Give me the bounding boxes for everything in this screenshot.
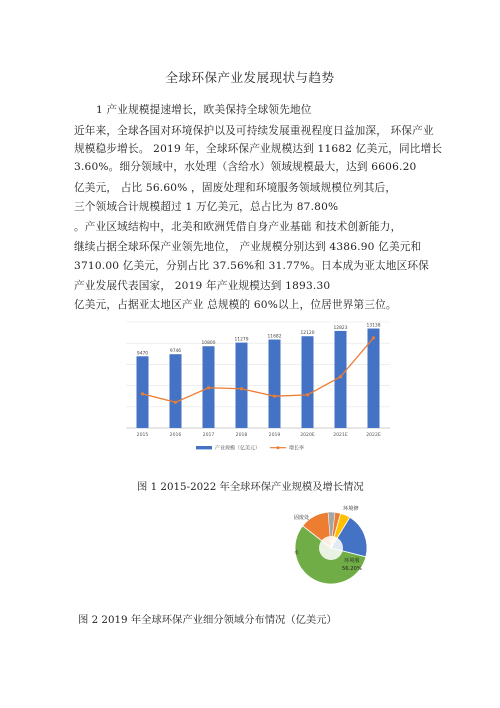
pie-data-label: 固废处 <box>294 515 310 521</box>
growth-rate-point <box>240 387 243 390</box>
bar-line-chart <box>118 316 398 460</box>
bar-value-label: 9470 <box>136 351 149 357</box>
growth-rate-point <box>141 392 144 395</box>
bar-value-label: 10800 <box>201 341 216 347</box>
document-title: 全球环保产业发展现状与趋势 <box>165 70 335 85</box>
x-tick-label: 2022E <box>366 433 381 438</box>
figure2-caption: 图 2 2019 年全球环保产业细分领域分布情况（亿美元） <box>78 614 337 626</box>
bar-value-label: 12120 <box>300 331 315 337</box>
paragraph-line: 继续占据全球环保产业领先地位， 产业规模分别达到 4386.90 亿美元和 <box>74 241 422 253</box>
bar <box>170 354 182 428</box>
x-tick-label: 2018 <box>235 433 248 438</box>
x-tick-label: 2016 <box>169 433 182 438</box>
bar <box>269 340 281 428</box>
legend-marker-line <box>277 446 280 449</box>
paragraph-line: 亿美元， 占比 56.60% ，固废处理和环境服务领域规模位列其后， <box>74 182 397 194</box>
legend-swatch-bars <box>196 446 212 449</box>
bar <box>137 356 149 428</box>
paragraph-line: 规模稳步增长。 2019 年，全球环保产业规模达到 11682 亿美元，同比增长 <box>74 143 443 155</box>
pie-data-label: 环境服 <box>344 558 360 564</box>
growth-rate-point <box>372 336 375 339</box>
x-tick-label: 2021E <box>333 433 348 438</box>
paragraph-line: 3.60%。细分领域中，水处理（含给水）领域规模最大，达到 6606.20 <box>74 161 417 173</box>
growth-rate-point <box>207 386 210 389</box>
section-heading: 1 产业规模提速增长，欧美保持全球领先地位 <box>96 104 312 116</box>
legend-label-bars: 产业规模（亿美元） <box>215 445 261 452</box>
pie-data-label: 水 <box>294 550 300 556</box>
paragraph-line: 产业发展代表国家， 2019 年产业规模达到 1893.30 <box>74 280 331 292</box>
bar <box>302 336 314 428</box>
bar-value-label: 11682 <box>267 334 282 340</box>
bar-value-label: 13138 <box>366 323 381 329</box>
pie-data-label: 环境修 <box>343 506 359 512</box>
pie-center <box>319 536 343 560</box>
paragraph-line: 近年来，全球各国对环境保护以及可持续发展重视程度日益加深， 环保产业 <box>74 125 434 137</box>
x-tick-label: 2020E <box>300 433 315 438</box>
pie-data-label: 56.20% <box>342 566 362 572</box>
paragraph-line: 亿美元，占据亚太地区产业 总规模的 60%以上，位居世界第三位。 <box>74 299 397 311</box>
bar-value-label: 9746 <box>169 349 182 355</box>
growth-rate-point <box>174 401 177 404</box>
pie-chart <box>286 500 376 592</box>
paragraph-line: 3710.00 亿美元，分别占比 37.56%和 31.77%。日本成为亚太地区环保 <box>74 260 429 272</box>
paragraph-line: 三个领域合计规模超过 1 万亿美元，总占比为 87.80% <box>74 201 339 213</box>
bar <box>236 343 248 428</box>
figure1-caption: 图 1 2015-2022 年全球环保产业规模及增长情况 <box>137 481 364 493</box>
paragraph-line: 。产业区域结构中，北美和欧洲凭借自身产业基础 和技术创新能力， <box>74 221 402 233</box>
growth-rate-point <box>306 393 309 396</box>
x-tick-label: 2015 <box>136 433 149 438</box>
legend-label-line: 增长率 <box>289 445 305 452</box>
x-tick-label: 2019 <box>268 433 281 438</box>
growth-rate-point <box>273 395 276 398</box>
bar-value-label: 11279 <box>234 337 249 343</box>
growth-rate-point <box>339 375 342 378</box>
bar-value-label: 12823 <box>333 325 348 331</box>
x-tick-label: 2017 <box>202 433 215 438</box>
